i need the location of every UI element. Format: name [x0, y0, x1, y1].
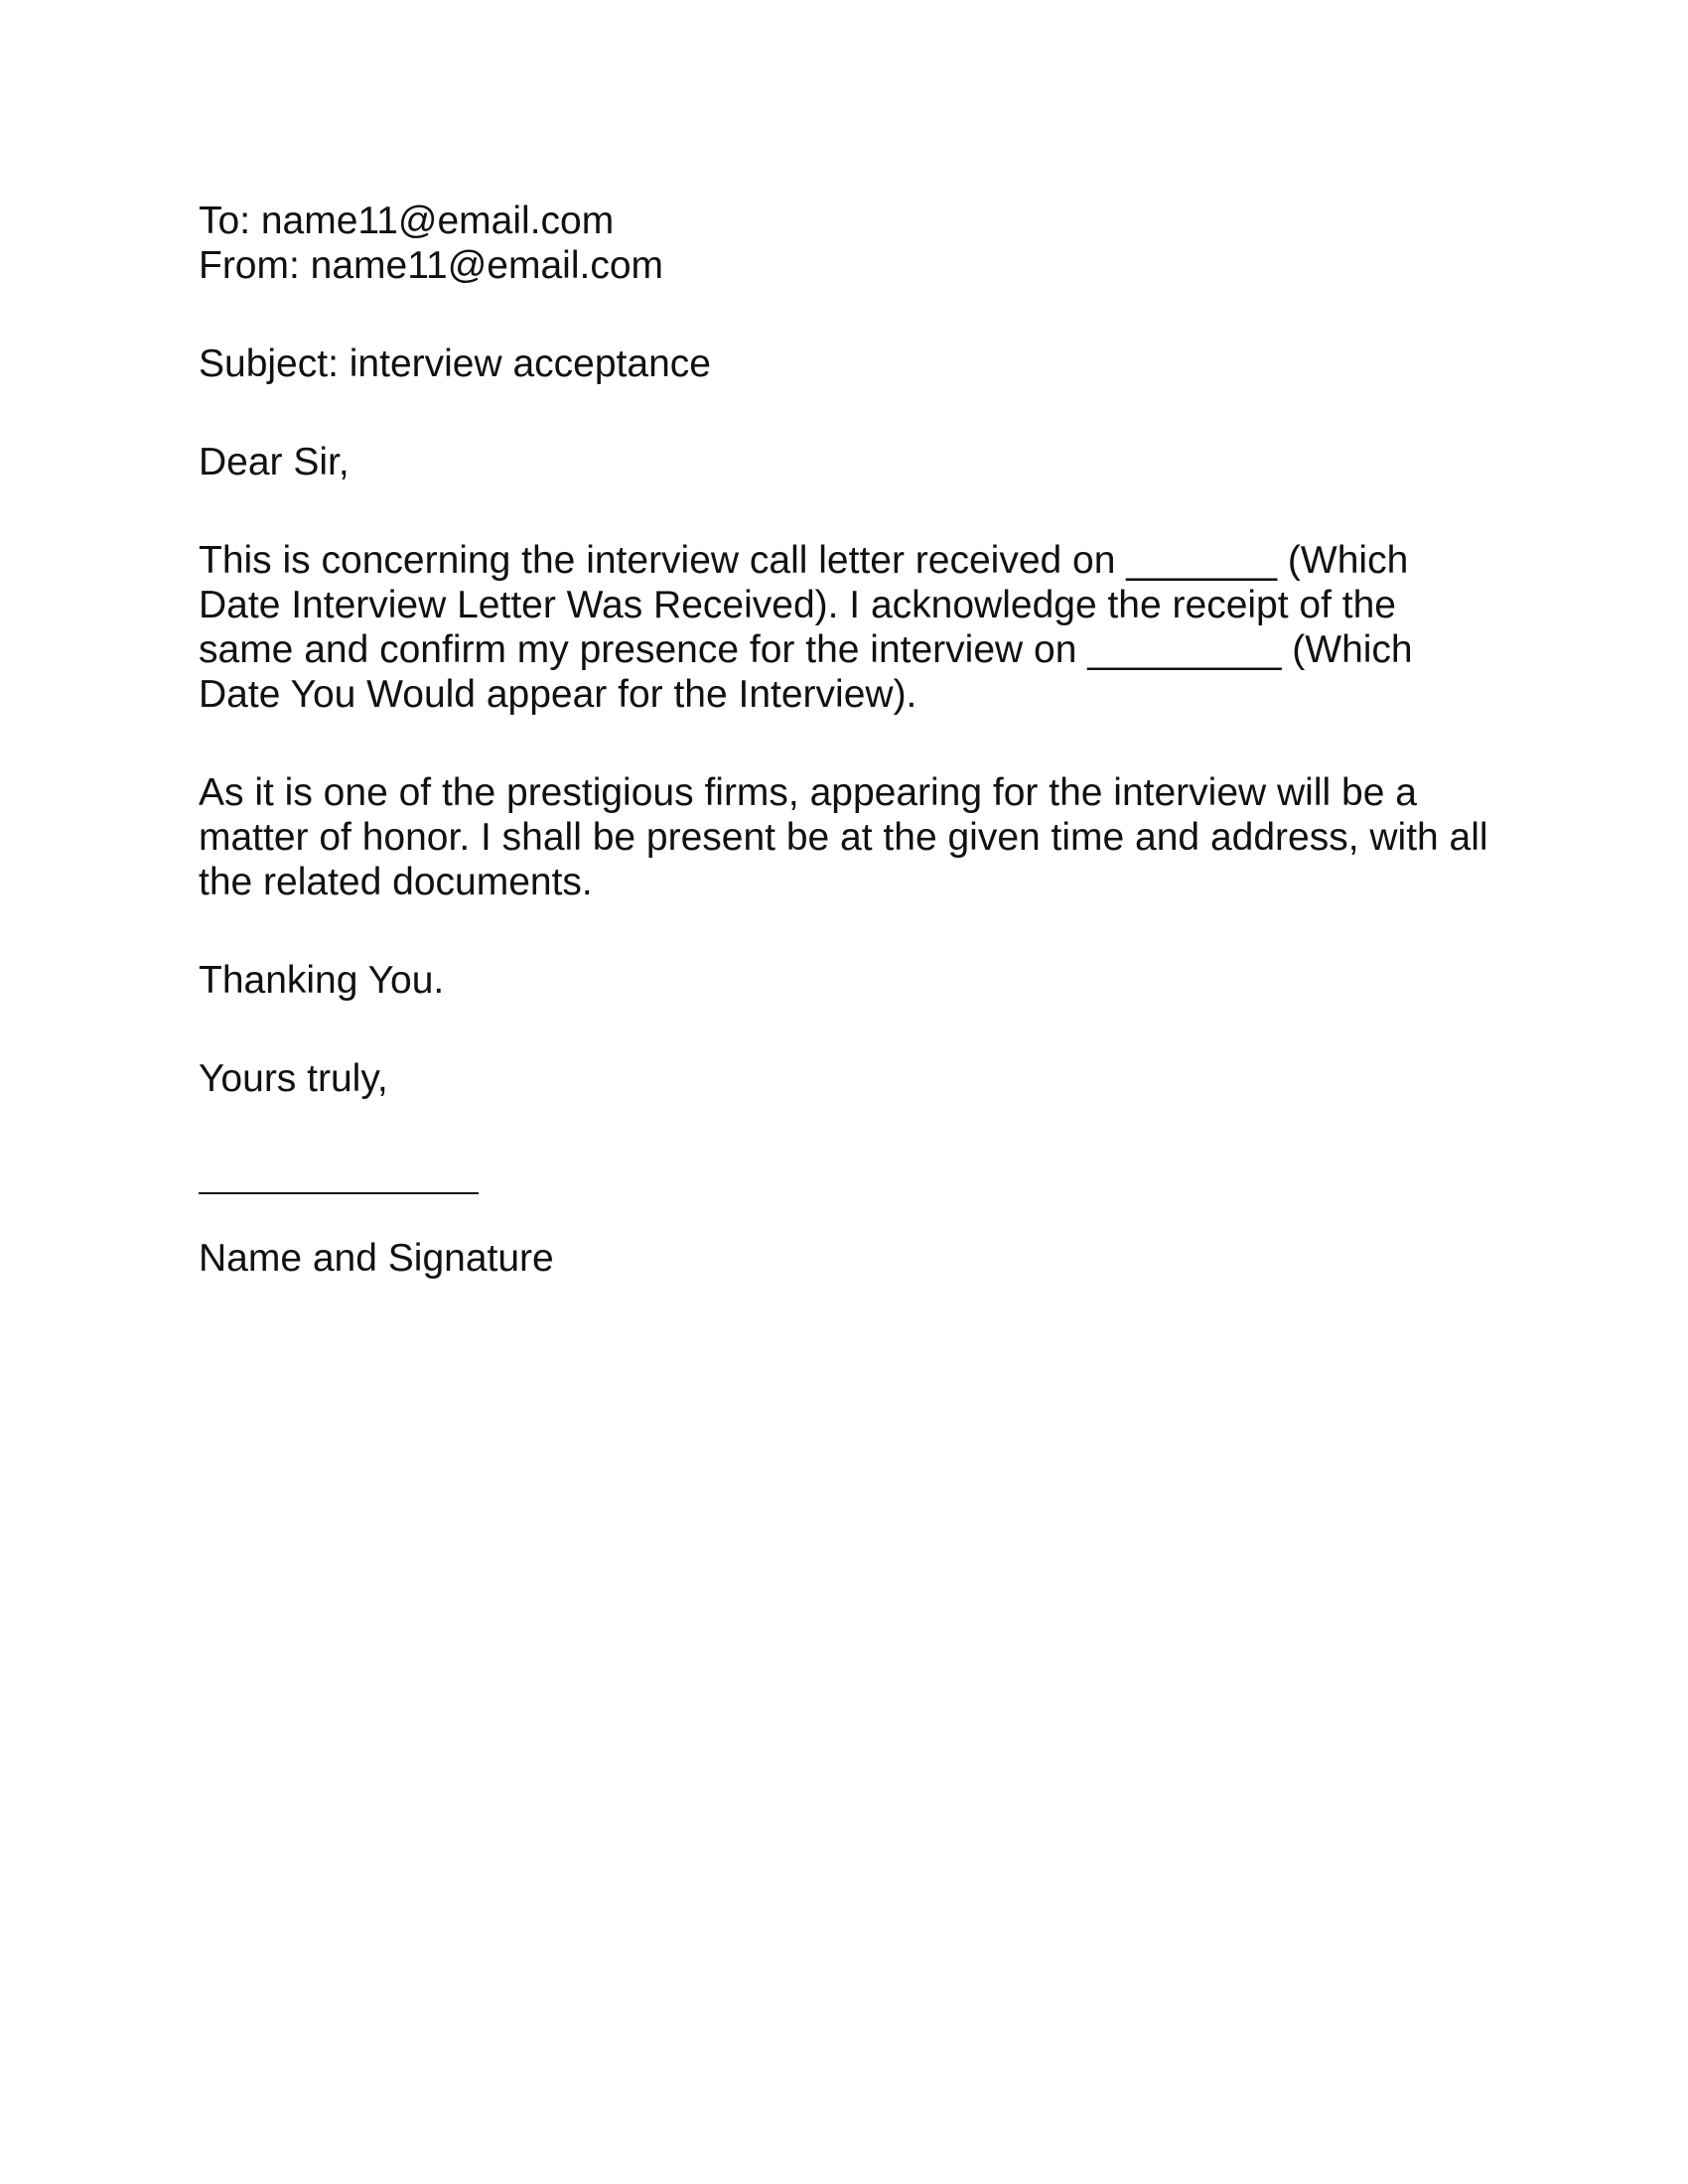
- subject-line-block: [199, 341, 1509, 386]
- paragraph-2-line: the related documents.: [199, 861, 593, 903]
- paragraph-1-line: Date You Would appear for the Interview).: [199, 673, 917, 716]
- signoff-block: [199, 1056, 1509, 1101]
- paragraph-1-line: Date Interview Letter Was Received). I acknowledge the receipt of the: [199, 584, 1396, 626]
- paragraph-1: [199, 538, 1509, 717]
- thanks-line: Thanking You.: [199, 959, 445, 1002]
- to-line: To: name11@email.com: [199, 200, 615, 242]
- paragraph-2: [199, 770, 1509, 904]
- letter-body: [199, 199, 1509, 1281]
- paragraph-1-line: This is concerning the interview call letter received on _______ (Which: [199, 539, 1409, 582]
- salutation-block: [199, 440, 1509, 484]
- subject-line: Subject: interview acceptance: [199, 342, 711, 385]
- paragraph-1-line: same and confirm my presence for the interview on _________ (Which: [199, 628, 1413, 671]
- paragraph-2-line: As it is one of the prestigious firms, appearing for the interview will be a: [199, 771, 1417, 814]
- signature-label-block: [199, 1236, 1509, 1281]
- signoff-line: Yours truly,: [199, 1057, 388, 1100]
- thanks-block: [199, 958, 1509, 1003]
- letter-header: [199, 199, 1509, 288]
- paragraph-2-line: matter of honor. I shall be present be at the given time and address, with all: [199, 816, 1488, 859]
- salutation: Dear Sir,: [199, 441, 350, 483]
- signature-label: Name and Signature: [199, 1237, 554, 1280]
- from-line: From: name11@email.com: [199, 244, 663, 287]
